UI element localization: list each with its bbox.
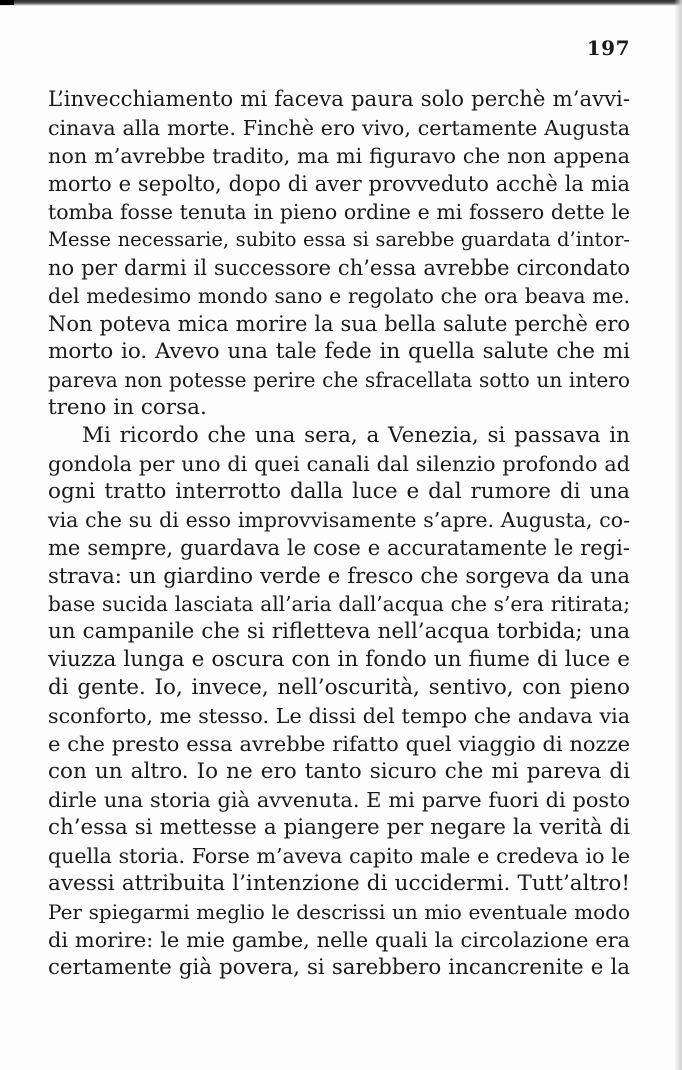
text-line: gondola per uno di quei canali dal silenzio profondo ad [48, 452, 630, 476]
text-line: con un altro. Io ne ero tanto sicuro che mi pareva di [48, 759, 630, 784]
text-line: di morire: le mie gambe, nelle quali la circolazione era [48, 928, 630, 952]
text-line: Per spiegarmi meglio le descrissi un mio eventuale modo [48, 900, 630, 924]
text-line: e che presto essa avrebbe rifatto quel viaggio di nozze [48, 732, 630, 756]
body-text [48, 86, 630, 982]
text-line: cinava alla morte. Finchè ero vivo, certamente Augusta [48, 116, 630, 140]
text-line: strava: un giardino verde e fresco che sorgeva da una [48, 563, 630, 588]
text-line: me sempre, guardava le cose e accuratamente le regi- [48, 535, 630, 560]
text-line: morto e sepolto, dopo di aver provveduto acchè la mia [48, 172, 630, 196]
text-line: certamente già povera, si sarebbero incancrenite e la [48, 955, 630, 980]
text-line: L’invecchiamento mi faceva paura solo perchè m’avvi- [48, 87, 630, 112]
text-line: ogni tratto interrotto dalla luce e dal rumore di una [48, 479, 630, 504]
text-line: no per darmi il successore ch’essa avrebbe circondato [48, 256, 630, 280]
text-line: treno in corsa. [48, 395, 207, 420]
text-line: un campanile che si rifletteva nell’acqua torbida; una [48, 619, 630, 644]
text-line: base sucida lasciata all’aria dall’acqua che s’era ritirata; [48, 592, 630, 616]
text-line: Messe necessarie, subito essa si sarebbe guardata d’intor- [48, 228, 630, 251]
scan-corner-mark [0, 0, 14, 5]
scan-top-edge [0, 0, 682, 6]
text-line: non m’avrebbe tradito, ma mi figuravo che non appena [48, 144, 630, 168]
scan-right-edge [674, 0, 682, 1070]
text-line: del medesimo mondo sano e regolato che ora beava me. [48, 284, 630, 308]
text-line: viuzza lunga e oscura con in fondo un fiume di luce e [48, 647, 630, 672]
text-line: via che su di esso improvvisamente s’apre. Augusta, co- [48, 508, 630, 532]
text-line: sconforto, me stesso. Le dissi del tempo che andava via [48, 704, 630, 728]
text-line: Mi ricordo che una sera, a Venezia, si passava in [82, 423, 630, 448]
text-line: Non poteva mica morire la sua bella salute perchè ero [48, 311, 630, 336]
text-line: di gente. Io, invece, nell’oscurità, sentivo, con pieno [48, 675, 630, 700]
text-line: pareva non potesse perire che sfracellata sotto un intero [48, 368, 630, 392]
text-line: avessi attribuita l’intenzione di uccidermi. Tutt’altro! [48, 871, 630, 896]
text-line: dirle una storia già avvenuta. E mi parve fuori di posto [48, 788, 630, 812]
page-number: 197 [586, 36, 630, 60]
text-line: tomba fosse tenuta in pieno ordine e mi fossero dette le [48, 200, 630, 224]
text-line: quella storia. Forse m’aveva capito male e credeva io le [48, 844, 630, 868]
text-line: morto io. Avevo una tale fede in quella salute che mi [48, 339, 630, 364]
text-line: ch’essa si mettesse a piangere per negare la verità di [48, 815, 630, 840]
